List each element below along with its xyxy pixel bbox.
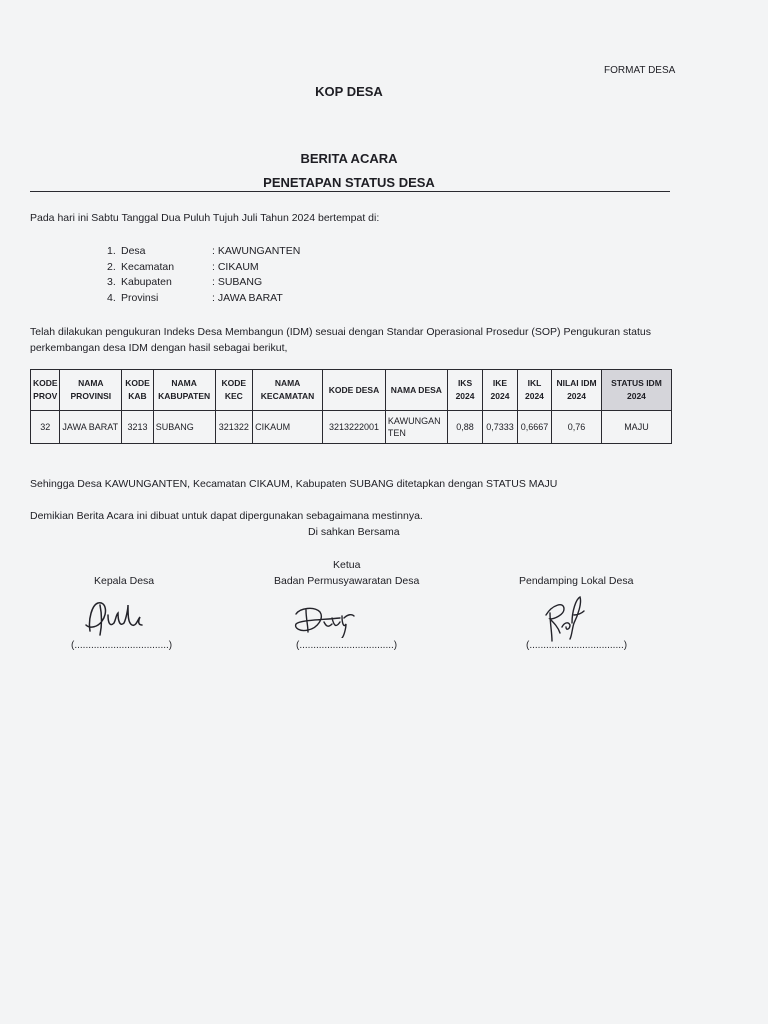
header-status-idm: STATUS IDM 2024 xyxy=(601,370,671,411)
cell-kode-prov: 32 xyxy=(31,411,60,444)
header-kode-kab: KODE KAB xyxy=(122,370,153,411)
item-value: : SUBANG xyxy=(212,276,263,288)
item-label: Kecamatan xyxy=(121,260,175,273)
cell-nama-kabupaten: SUBANG xyxy=(153,411,215,444)
header-nama-kabupaten: NAMA KABUPATEN xyxy=(153,370,215,411)
idm-table xyxy=(30,369,672,444)
item-number: 1. xyxy=(107,245,116,257)
pendamping-signature-icon xyxy=(536,593,596,645)
kepala-desa-signature-icon xyxy=(80,595,150,641)
item-number: 4. xyxy=(107,291,116,304)
item-value: : CIKAUM xyxy=(212,260,259,273)
pendamping-name-line: (..................................) xyxy=(526,640,628,651)
cell-kode-kab: 3213 xyxy=(122,411,153,444)
header-nilai-idm: NILAI IDM 2024 xyxy=(552,370,602,411)
location-item-kabupaten xyxy=(107,275,300,291)
header-nama-desa: NAMA DESA xyxy=(385,370,447,411)
kepala-desa-name-line: (..................................) xyxy=(71,640,173,651)
cell-ike: 0,7333 xyxy=(483,411,517,444)
item-number: 2. xyxy=(107,260,116,273)
document-title: BERITA ACARA xyxy=(300,151,398,166)
table-header-row xyxy=(31,370,672,411)
location-item-kecamatan xyxy=(107,260,300,276)
table-row xyxy=(31,411,672,444)
cell-status-idm: MAJU xyxy=(601,411,671,444)
closing-text: Demikian Berita Acara ini dibuat untuk dapat dipergunakan sebagaimana mestinnya. xyxy=(30,510,423,522)
cell-nama-desa: KAWUNGANTEN xyxy=(385,411,447,444)
bpd-signature-icon xyxy=(290,598,370,638)
header-kode-kec: KODE KEC xyxy=(215,370,253,411)
item-value: : JAWA BARAT xyxy=(212,291,283,304)
cell-ikl: 0,6667 xyxy=(517,411,551,444)
conclusion-text: Sehingga Desa KAWUNGANTEN, Kecamatan CIKAUM, Kabupaten SUBANG ditetapkan dengan STATUS MAJU xyxy=(30,478,558,490)
ketua-label: Ketua xyxy=(333,559,361,571)
cell-kode-kec: 321322 xyxy=(215,411,253,444)
cell-nama-provinsi: JAWA BARAT xyxy=(60,411,122,444)
pendamping-label: Pendamping Lokal Desa xyxy=(519,575,634,587)
item-label: Provinsi xyxy=(121,291,159,304)
header-nama-kecamatan: NAMA KECAMATAN xyxy=(253,370,323,411)
location-item-desa xyxy=(107,244,300,260)
cell-nilai-idm: 0,76 xyxy=(552,411,602,444)
cell-iks: 0,88 xyxy=(447,411,482,444)
intro-text: Pada hari ini Sabtu Tanggal Dua Puluh Tujuh Juli Tahun 2024 bertempat di: xyxy=(30,212,380,224)
document-subtitle: PENETAPAN STATUS DESA xyxy=(263,175,435,190)
header-iks: IKS 2024 xyxy=(447,370,482,411)
location-list xyxy=(107,244,300,306)
cell-kode-desa: 3213222001 xyxy=(323,411,386,444)
location-item-provinsi xyxy=(107,291,300,307)
format-label: FORMAT DESA xyxy=(604,65,676,76)
header-kode-desa: KODE DESA xyxy=(323,370,386,411)
bpd-label: Badan Permusyawaratan Desa xyxy=(274,575,420,587)
kepala-desa-label: Kepala Desa xyxy=(94,575,155,587)
header-nama-provinsi: NAMA PROVINSI xyxy=(60,370,122,411)
letterhead-title: KOP DESA xyxy=(315,84,383,99)
title-divider xyxy=(30,191,670,192)
ratified-text: Di sahkan Bersama xyxy=(308,526,400,538)
header-ikl: IKL 2024 xyxy=(517,370,551,411)
cell-nama-kecamatan: CIKAUM xyxy=(253,411,323,444)
bpd-name-line: (..................................) xyxy=(296,640,398,651)
header-ike: IKE 2024 xyxy=(483,370,517,411)
header-kode-prov: KODE PROV xyxy=(31,370,60,411)
item-label: Kabupaten xyxy=(121,276,172,288)
item-value: : KAWUNGANTEN xyxy=(212,245,301,257)
measurement-paragraph: Telah dilakukan pengukuran Indeks Desa Membangun (IDM) sesuai dengan Standar Operasional Prosedur (SOP) Pengukuran status perkembangan desa IDM dengan hasil sebagai berikut, xyxy=(30,326,652,354)
item-number: 3. xyxy=(107,276,116,288)
item-label: Desa xyxy=(121,245,146,257)
